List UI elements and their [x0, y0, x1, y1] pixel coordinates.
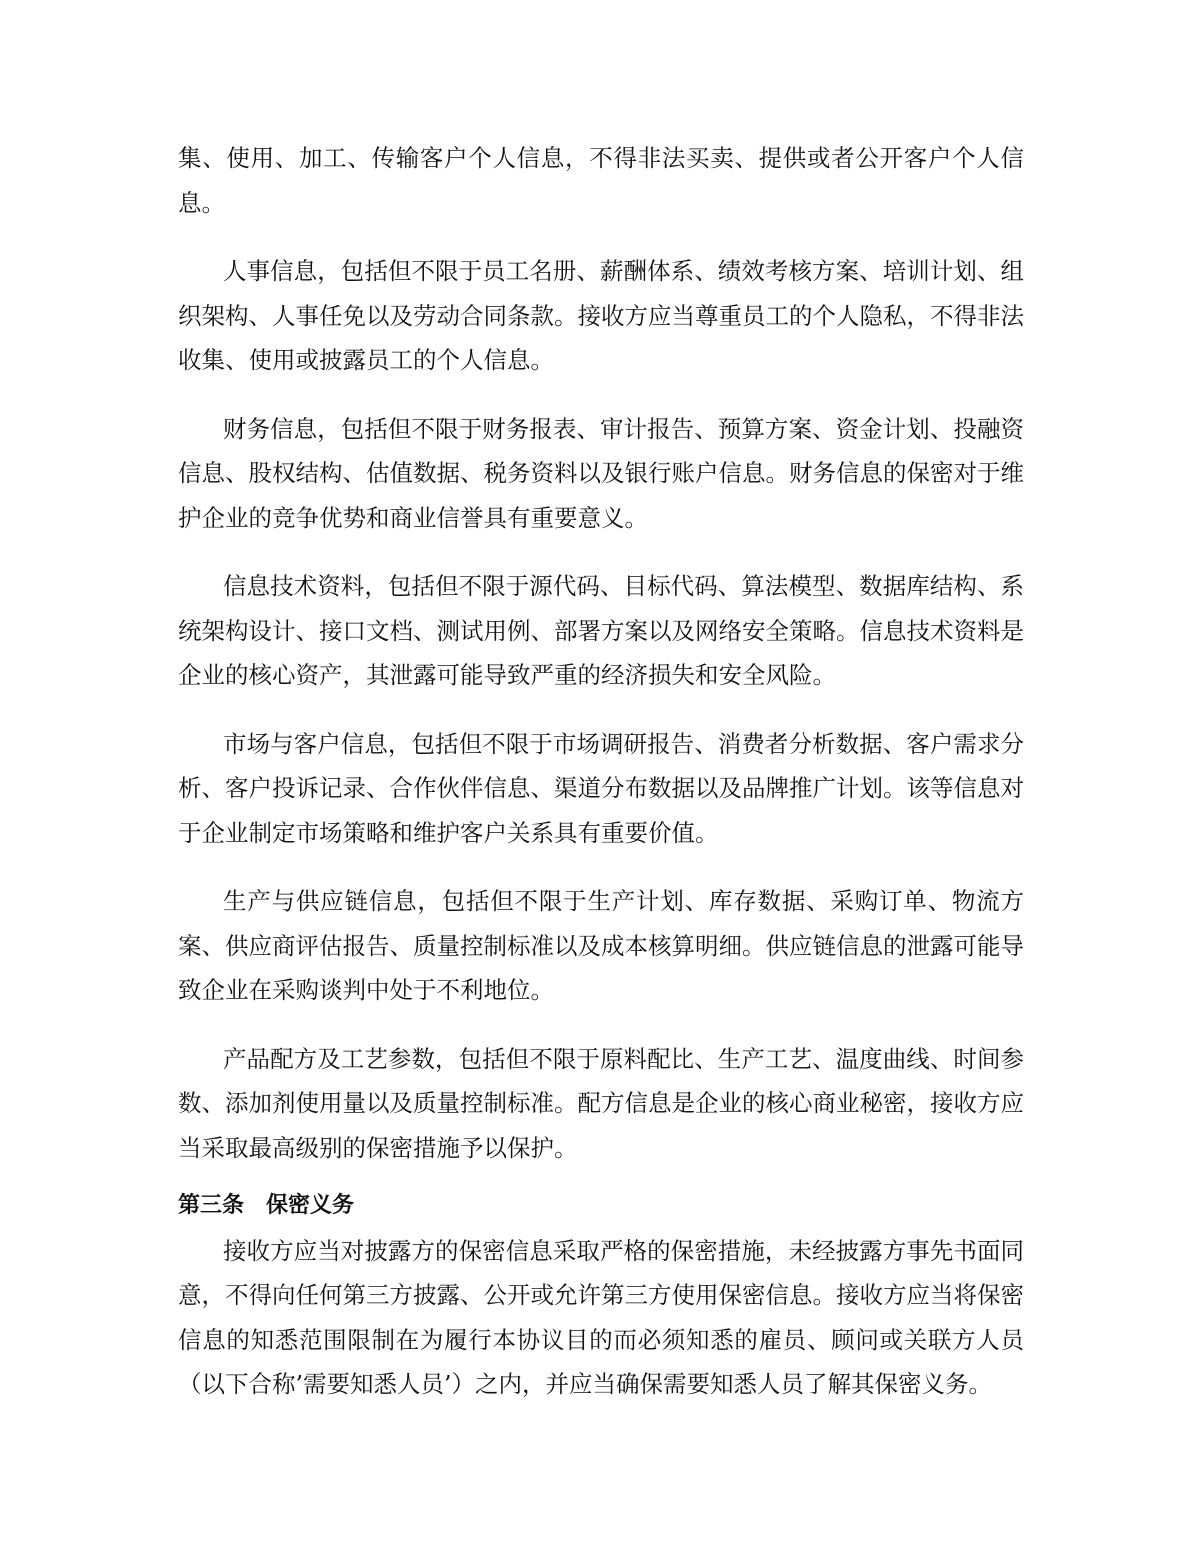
paragraph-customer-info-continued: 集、使用、加工、传输客户个人信息，不得非法买卖、提供或者公开客户个人信息。 — [178, 144, 1024, 217]
paragraph-gap — [178, 855, 1024, 879]
paragraph-it-materials: 信息技术资料，包括但不限于源代码、目标代码、算法模型、数据库结构、系统架构设计、接口文档、测试用例、部署方案以及网络安全策略。信息技术资料是企业的核心资产，其泄露可能导致严重的经济损失和安全风险。 — [178, 572, 1024, 689]
paragraph-gap — [178, 1170, 1024, 1184]
paragraph-confidentiality-obligation: 接收方应当对披露方的保密信息采取严格的保密措施，未经披露方事先书面同意，不得向任何第三方披露、公开或允许第三方使用保密信息。接收方应当将保密信息的知悉范围限制在为履行本协议目的而必须知悉的雇员、顾问或关联方人员（以下合称’需要知悉人员’）之内，并应当确保需要知悉人员了解其保密义务。 — [178, 1236, 1024, 1398]
paragraph-financial-info: 财务信息，包括但不限于财务报表、审计报告、预算方案、资金计划、投融资信息、股权结构、估值数据、税务资料以及银行账户信息。财务信息的保密对于维护企业的竞争优势和商业信誉具有重要意义。 — [178, 414, 1024, 532]
paragraph-market-customer-info: 市场与客户信息，包括但不限于市场调研报告、消费者分析数据、客户需求分析、客户投诉记录、合作伙伴信息、渠道分布数据以及品牌推广计划。该等信息对于企业制定市场策略和维护客户关系具有重要价值。 — [178, 729, 1024, 847]
document-page — [178, 136, 1024, 1407]
paragraph-gap — [178, 225, 1024, 249]
paragraph-formula-process: 产品配方及工艺参数，包括但不限于原料配比、生产工艺、温度曲线、时间参数、添加剂使用量以及质量控制标准。配方信息是企业的核心商业秘密，接收方应当采取最高级别的保密措施予以保护。 — [178, 1044, 1024, 1162]
paragraph-supply-chain-info: 生产与供应链信息，包括但不限于生产计划、库存数据、采购订单、物流方案、供应商评估报告、质量控制标准以及成本核算明细。供应链信息的泄露可能导致企业在采购谈判中处于不利地位。 — [178, 887, 1024, 1004]
paragraph-personnel-info: 人事信息，包括但不限于员工名册、薪酬体系、绩效考核方案、培训计划、组织架构、人事任免以及劳动合同条款。接收方应当尊重员工的个人隐私，不得非法收集、使用或披露员工的个人信息。 — [178, 257, 1024, 374]
paragraph-gap — [178, 1013, 1024, 1037]
paragraph-gap — [178, 698, 1024, 722]
paragraph-gap — [178, 383, 1024, 407]
paragraph-gap — [178, 540, 1024, 564]
section-heading-article-3: 第三条 保密义务 — [178, 1193, 355, 1218]
